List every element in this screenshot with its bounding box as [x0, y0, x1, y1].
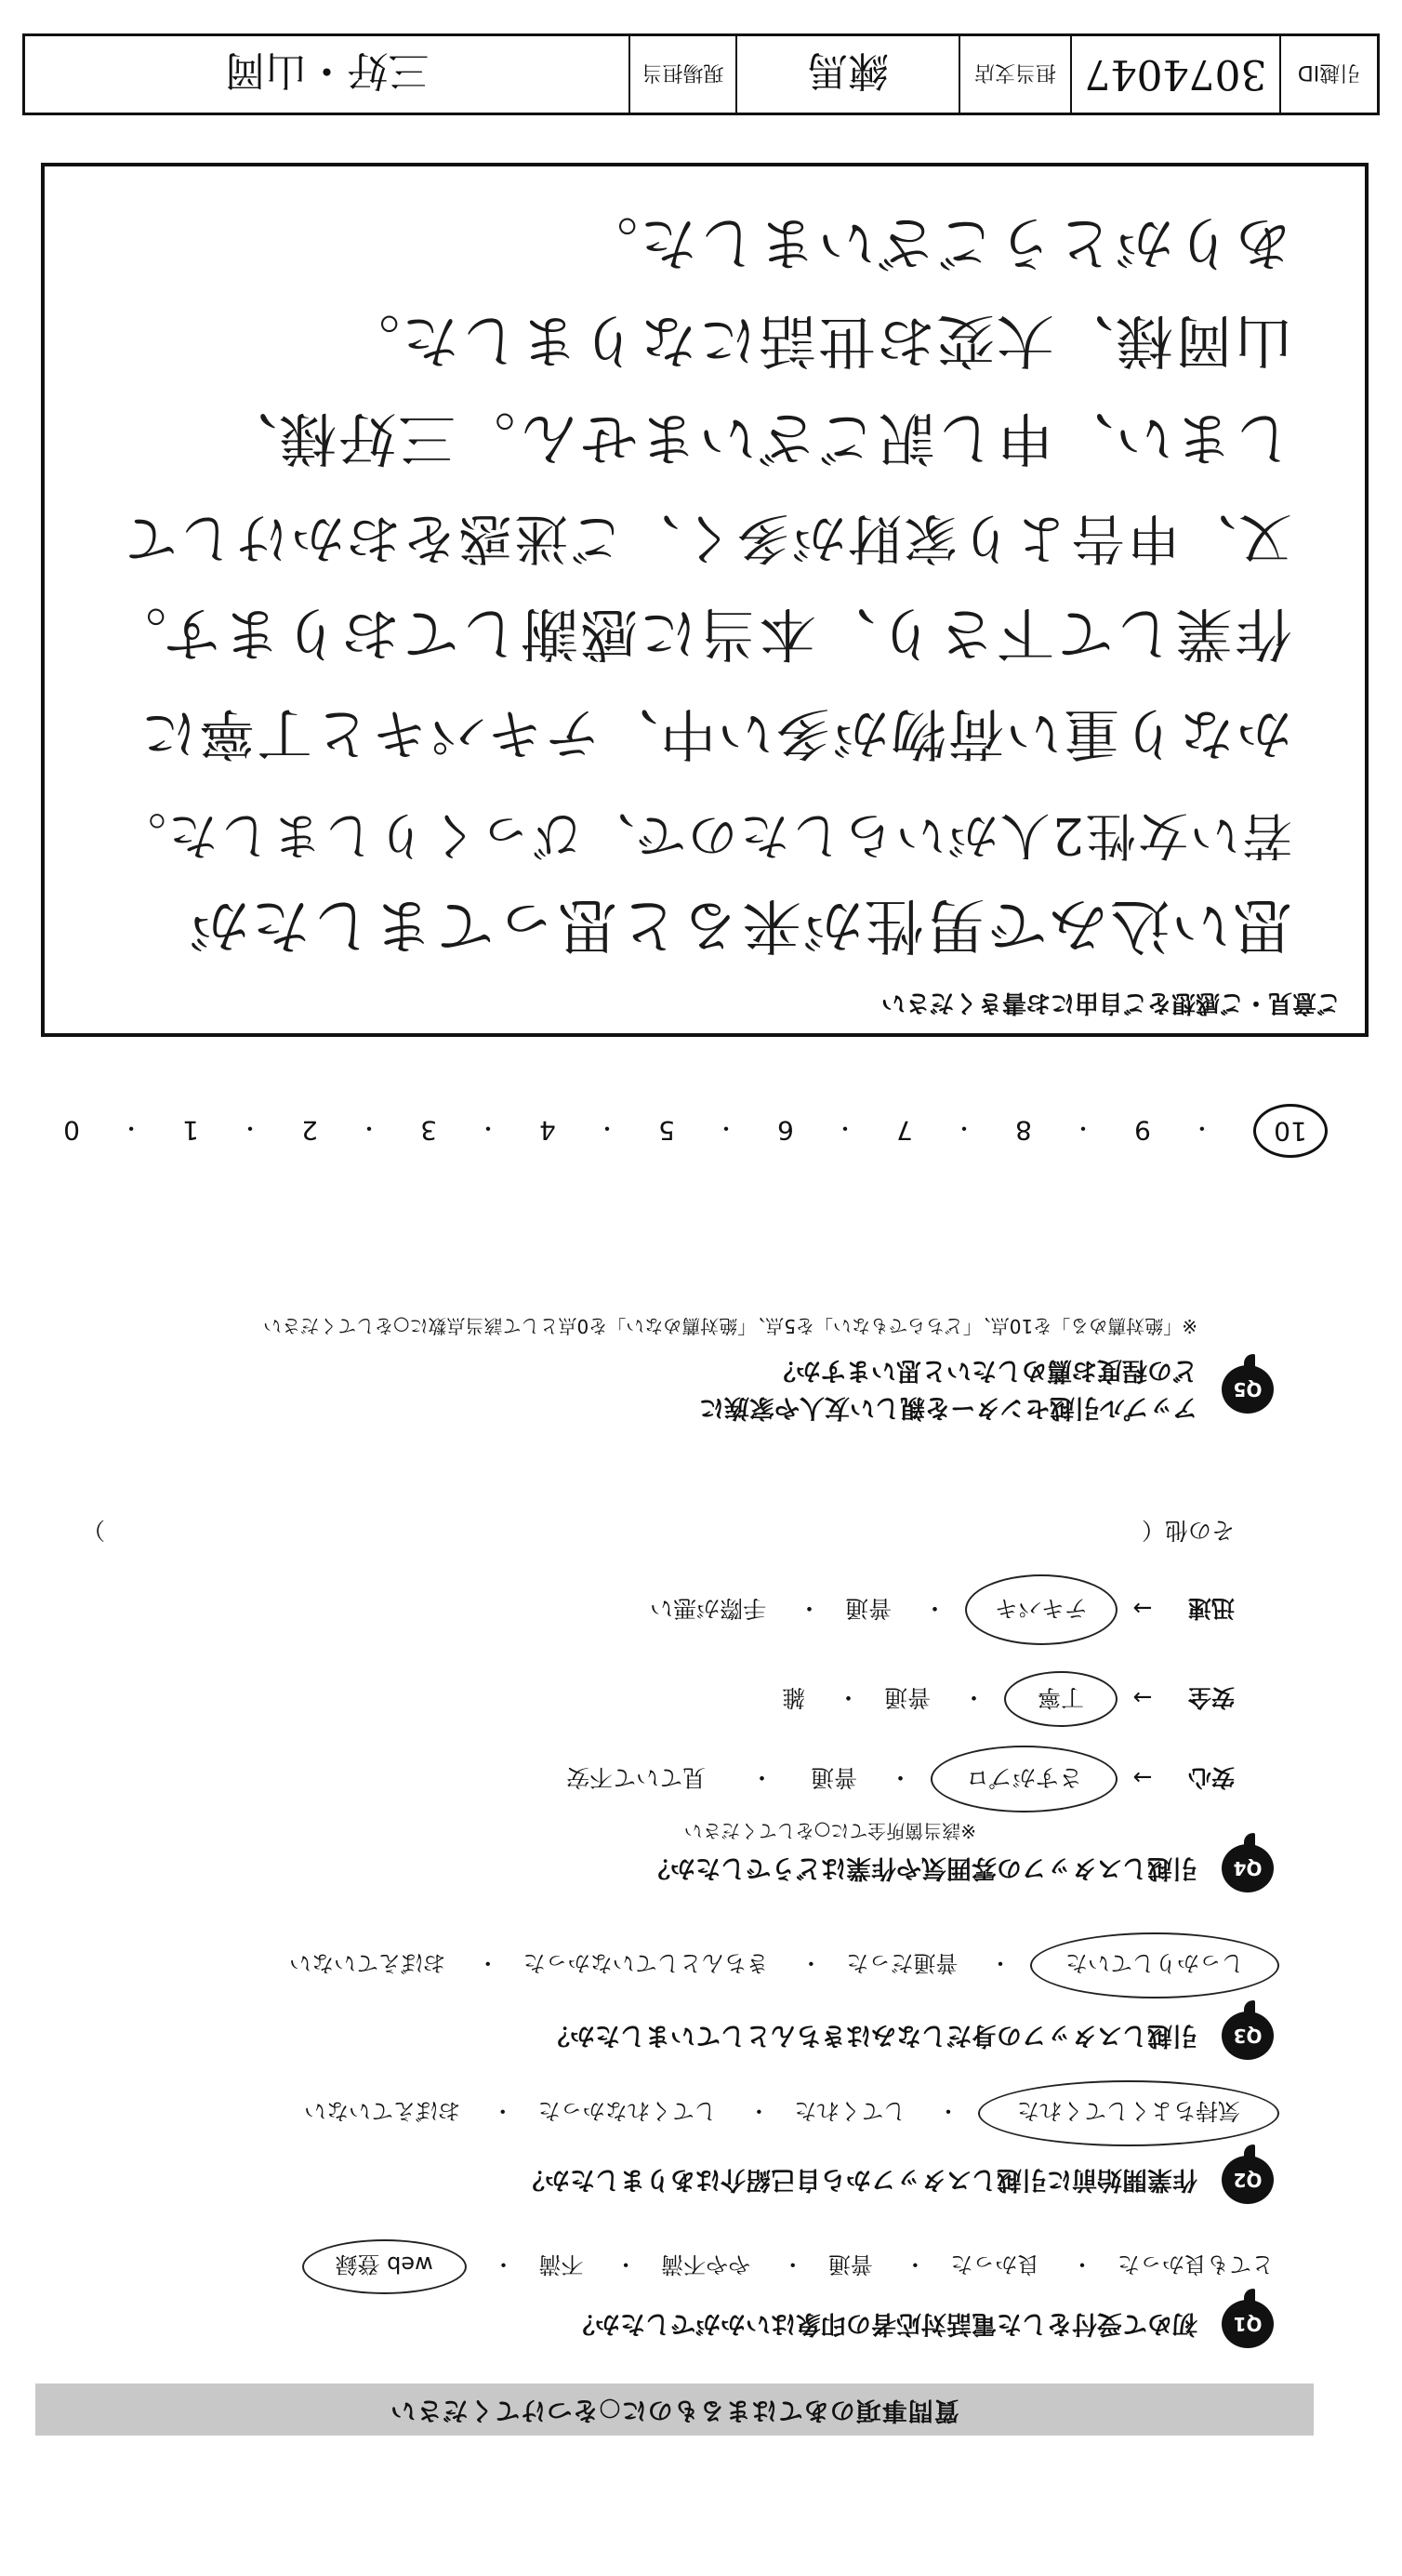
comment-line: 山岡様、大変お世話になりました。 — [339, 307, 1292, 375]
arrow-icon: → — [1132, 1684, 1153, 1711]
comment-box — [41, 163, 1369, 1037]
branch-label: 担当支店 — [959, 36, 1070, 113]
question-5 — [65, 1172, 1274, 1432]
q2-option[interactable]: してくれた — [794, 2098, 906, 2124]
branch-value: 練馬 — [735, 36, 959, 113]
rating-option[interactable]: 3 — [420, 1115, 437, 1147]
rating-option[interactable]: 5 — [658, 1115, 675, 1147]
q4-row-label: 安全 — [1187, 1684, 1235, 1711]
instruction-banner: 質問事項のあてはまるものに○をつけてください — [35, 2383, 1314, 2436]
question-4 — [65, 1483, 1274, 1892]
rating-option[interactable]: 4 — [539, 1115, 556, 1147]
q4-row-option-selected[interactable]: さすがプロ — [931, 1746, 1118, 1812]
move-id-value: 3074047 — [1070, 36, 1279, 113]
question-3 — [65, 1948, 1274, 2060]
q4-row-label: 迅速 — [1187, 1595, 1235, 1622]
comment-line: 又、申告より家財が多く、ご迷惑をおかけして — [122, 507, 1292, 570]
q1-option[interactable]: 不満 — [538, 2251, 584, 2277]
q4-note: ※該当箇所全てに○をしてください — [683, 1820, 976, 1842]
q1-option[interactable]: 良かった — [950, 2251, 1040, 2277]
rating-option[interactable]: 7 — [896, 1115, 913, 1147]
q5-rating-scale: 10 ・ 9 ・ 8 ・ 7 ・ 6 ・ 5 ・ 4 ・ 3 ・ 2 ・ 1 ・ 0 — [63, 1104, 1328, 1158]
rating-option[interactable]: 0 — [63, 1115, 80, 1147]
q4-row-option[interactable]: 手際が悪い — [650, 1595, 767, 1622]
q4-row-option-selected[interactable]: テキパキ — [965, 1574, 1118, 1645]
comment-box-title: ご意見・ご感想をご自由にお書きください — [880, 989, 1341, 1016]
q4-text: 引越しスタッフの雰囲気や作業はどうでしたか？ — [645, 1853, 1197, 1882]
q3-option[interactable]: おぼえていない — [289, 1950, 446, 1976]
q3-options: しっかりしていた・ 普通だった・ きちんとしていなかった・ おぼえていない — [289, 1945, 1274, 1985]
q4-row-option[interactable]: 普通 — [845, 1595, 893, 1622]
q4-row-option[interactable]: 普通 — [884, 1684, 932, 1711]
comment-line: ありがとうございました。 — [577, 209, 1292, 277]
q1-option[interactable]: 普通 — [827, 2251, 873, 2277]
q4-row-label: 安心 — [1187, 1764, 1235, 1791]
comment-line: かなり重い荷物が多い中、テキパキと丁寧に — [139, 700, 1292, 765]
q1-options: とても良かった・ 良かった・ 普通・ やや不満・ 不満・ web 登録 — [308, 2251, 1274, 2283]
question-2 — [65, 2092, 1274, 2204]
rating-option-selected[interactable]: 10 — [1253, 1104, 1328, 1158]
q2-option-selected[interactable]: 気持ちよくしてくれた — [978, 2080, 1279, 2146]
rating-option[interactable]: 6 — [777, 1115, 794, 1147]
q4-other-label: その他（ — [1141, 1517, 1235, 1544]
q3-option[interactable]: きちんとしていなかった — [522, 1950, 769, 1976]
q4-row-anzen: 安全→ 丁寧・ 普通・ 雑 — [782, 1682, 1235, 1716]
q2-text: 作業開始前に引越しスタッフから自己紹介はありましたか？ — [520, 2165, 1197, 2194]
q3-option-selected[interactable]: しっかりしていた — [1030, 1932, 1279, 1998]
arrow-icon: → — [1132, 1764, 1153, 1791]
footer-info-table — [22, 33, 1380, 115]
rating-option[interactable]: 2 — [301, 1115, 318, 1147]
arrow-icon: → — [1132, 1595, 1153, 1622]
comment-line: しまい、申し訳ございません。三好様、 — [218, 405, 1292, 472]
q4-other-close: ） — [82, 1517, 106, 1544]
rating-option[interactable]: 9 — [1134, 1115, 1151, 1147]
q4-other — [82, 1515, 1235, 1548]
q2-option[interactable]: おぼえていない — [304, 2098, 461, 2124]
q1-text: 初めて受付をした電話対応者の印象はいかがでしたか？ — [570, 2309, 1197, 2338]
move-id-label: 引越ID — [1279, 36, 1377, 113]
rating-option[interactable]: 8 — [1015, 1115, 1032, 1147]
q1-option-selected[interactable]: web 登録 — [302, 2239, 467, 2294]
q4-badge: Q4 — [1222, 1844, 1274, 1892]
q3-badge: Q3 — [1222, 2012, 1274, 2060]
q5-text-line1: アップル引越センターを親しい友人や家族に — [699, 1393, 1197, 1422]
q3-text: 引越しスタッフの身だしなみはきちんとしていましたか？ — [545, 2021, 1197, 2050]
q4-row-option[interactable]: 普通 — [811, 1764, 858, 1791]
question-1 — [65, 2237, 1274, 2348]
q4-row-option[interactable]: 雑 — [782, 1684, 806, 1711]
q1-option[interactable]: とても良かった — [1118, 2251, 1274, 2277]
staff-value: 三好・山岡 — [224, 46, 430, 94]
q5-text-line2: どの程度お薦めしたいと思いますか？ — [771, 1356, 1197, 1385]
q5-note: ※「絶対薦める」を10点、「どちらでもない」を5点、「絶対薦めない」を0点として該当点数に○をしてください — [263, 1315, 1197, 1337]
q4-row-option[interactable]: 見ていて不安 — [566, 1764, 707, 1791]
q4-row-jinsoku: 迅速→ テキパキ・ 普通・ 手際が悪い — [650, 1587, 1235, 1632]
q4-row-anshin: 安心→ さすがプロ・ 普通・ 見ていて不安 — [566, 1759, 1235, 1799]
q3-option[interactable]: 普通だった — [846, 1950, 959, 1976]
comment-line: 作業して下さり、本当に感謝しております。 — [106, 600, 1292, 668]
q1-badge: Q1 — [1222, 2300, 1274, 2348]
comment-line: 思い込みで男性が来ると思ってましたが — [188, 890, 1292, 959]
q2-option[interactable]: してくれなかった — [537, 2098, 717, 2124]
q5-badge: Q5 — [1222, 1365, 1274, 1414]
q4-row-option-selected[interactable]: 丁寧 — [1004, 1671, 1118, 1727]
comment-line: 若い女性2人がいらしたので、びっくりしました。 — [113, 806, 1292, 865]
staff-label: 現場担当 — [628, 36, 735, 113]
q2-options: 気持ちよくしてくれた・ してくれた・ してくれなかった・ おぼえていない — [304, 2093, 1274, 2133]
rating-option[interactable]: 1 — [182, 1115, 199, 1147]
q1-option[interactable]: やや不満 — [661, 2251, 751, 2277]
q2-badge: Q2 — [1222, 2156, 1274, 2204]
